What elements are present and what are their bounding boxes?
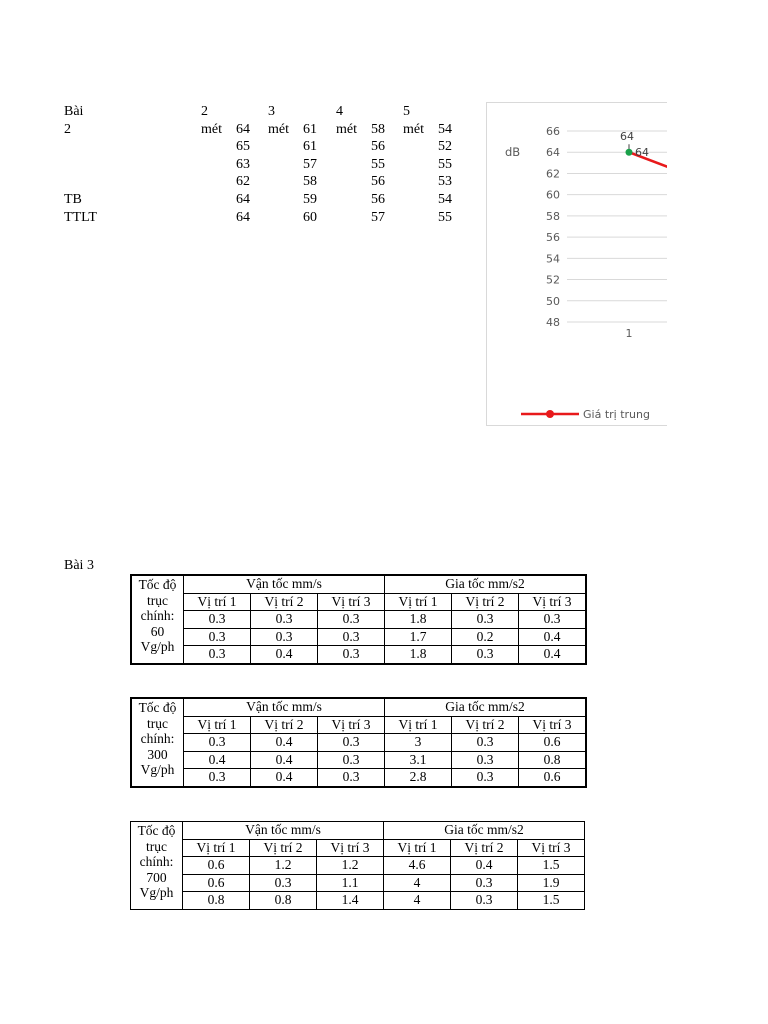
measurement-cell: 0.3 bbox=[184, 611, 251, 629]
data-label: 64 bbox=[635, 146, 649, 160]
y-axis-label: dB bbox=[505, 145, 521, 160]
measurement-cell: 0.6 bbox=[183, 874, 250, 892]
measurement-cell: 1.1 bbox=[317, 874, 384, 892]
measurement-row bbox=[131, 892, 585, 910]
bai2-value-cell: 55 bbox=[371, 156, 385, 172]
speed-label-line: 700 bbox=[146, 869, 167, 885]
y-tick-label: 62 bbox=[546, 167, 560, 181]
measurement-cell: 1.8 bbox=[385, 611, 452, 629]
measurement-cell: 0.4 bbox=[251, 751, 318, 769]
bai2-header-3m: 3 mét bbox=[268, 104, 289, 137]
measurement-cell: 3.1 bbox=[385, 751, 452, 769]
y-tick-label: 58 bbox=[546, 209, 560, 223]
data-label: 64 bbox=[620, 130, 634, 144]
measurement-cell: 0.8 bbox=[519, 751, 587, 769]
speed-label-line: trục bbox=[146, 838, 167, 854]
bai2-value-cell: 63 bbox=[236, 156, 250, 172]
position-column-header: Vị trí 1 bbox=[183, 839, 250, 857]
bai2-value-cell: 64 bbox=[236, 121, 250, 137]
measurement-cell: 0.3 bbox=[318, 769, 385, 787]
bai2-value-cell: 65 bbox=[236, 139, 250, 155]
measurement-cell: 0.3 bbox=[184, 628, 251, 646]
bai2-value-cell: 58 bbox=[303, 174, 317, 190]
measurement-cell: 0.3 bbox=[318, 628, 385, 646]
measurement-cell: 0.4 bbox=[251, 769, 318, 787]
measurement-cell: 0.6 bbox=[519, 734, 587, 752]
speed-label-line: Vg/ph bbox=[139, 885, 174, 900]
measurement-cell: 1.2 bbox=[317, 857, 384, 875]
bai2-value-cell: 55 bbox=[438, 156, 452, 172]
measurement-cell: 2.8 bbox=[385, 769, 452, 787]
measurement-cell: 1.8 bbox=[385, 646, 452, 664]
measurement-cell: 0.3 bbox=[184, 769, 251, 787]
velocity-group-header: Vận tốc mm/s bbox=[184, 698, 385, 716]
measurement-cell: 0.8 bbox=[183, 892, 250, 910]
measurement-cell: 0.3 bbox=[250, 874, 317, 892]
chart-svg bbox=[487, 103, 667, 425]
measurement-cell: 4 bbox=[384, 874, 451, 892]
bai2-header-5m: 5 mét bbox=[403, 104, 424, 137]
measurement-cell: 4 bbox=[384, 892, 451, 910]
position-column-header: Vị trí 3 bbox=[519, 716, 587, 734]
measurement-row bbox=[131, 751, 586, 769]
bai2-value-cell: 61 bbox=[303, 121, 317, 137]
speed-label-line: chính: bbox=[139, 854, 174, 869]
y-tick-label: 60 bbox=[546, 188, 560, 202]
position-column-header: Vị trí 2 bbox=[251, 593, 318, 611]
measurement-row bbox=[131, 734, 586, 752]
measurement-row bbox=[131, 628, 586, 646]
measurement-cell: 0.3 bbox=[452, 751, 519, 769]
speed-label-line: 60 bbox=[150, 623, 165, 639]
bai2-value-cell: 57 bbox=[303, 156, 317, 172]
bai2-value-cell: 54 bbox=[438, 191, 452, 207]
position-column-header: Vị trí 3 bbox=[518, 839, 585, 857]
db-line-chart bbox=[486, 102, 667, 426]
speed-label-line: trục bbox=[147, 715, 168, 731]
position-column-header: Vị trí 3 bbox=[318, 716, 385, 734]
y-tick-label: 52 bbox=[546, 273, 560, 287]
position-column-header: Vị trí 2 bbox=[452, 593, 519, 611]
bai2-value-cell: 55 bbox=[438, 209, 452, 225]
measurement-cell: 0.4 bbox=[251, 734, 318, 752]
speed-label-cell bbox=[131, 822, 183, 910]
acceleration-group-header: Gia tốc mm/s2 bbox=[384, 822, 585, 840]
measurement-cell: 0.3 bbox=[519, 611, 587, 629]
measurement-cell: 0.4 bbox=[251, 646, 318, 664]
bai2-value-cell: 61 bbox=[303, 139, 317, 155]
measurement-row bbox=[131, 874, 585, 892]
measurement-row bbox=[131, 611, 586, 629]
y-tick-label: 48 bbox=[546, 316, 560, 329]
measurement-cell: 1.5 bbox=[518, 857, 585, 875]
measurement-cell: 0.3 bbox=[318, 734, 385, 752]
position-column-header: Vị trí 1 bbox=[184, 716, 251, 734]
measurement-row bbox=[131, 769, 586, 787]
measurement-cell: 0.3 bbox=[318, 646, 385, 664]
position-column-header: Vị trí 2 bbox=[251, 716, 318, 734]
measurement-cell: 0.6 bbox=[519, 769, 587, 787]
measurement-cell: 1.4 bbox=[317, 892, 384, 910]
measurement-cell: 0.3 bbox=[318, 751, 385, 769]
measurement-cell: 0.3 bbox=[184, 734, 251, 752]
measurement-cell: 0.3 bbox=[452, 646, 519, 664]
speed-label-cell bbox=[131, 575, 184, 664]
position-column-header: Vị trí 2 bbox=[250, 839, 317, 857]
velocity-group-header: Vận tốc mm/s bbox=[184, 575, 385, 593]
bai2-value-cell: 56 bbox=[371, 139, 385, 155]
bai2-header-2m: 2 mét bbox=[201, 104, 222, 137]
measurement-cell: 0.3 bbox=[251, 628, 318, 646]
speed-label-line: Tốc độ bbox=[138, 700, 177, 715]
bai3-table bbox=[130, 574, 587, 665]
acceleration-group-header: Gia tốc mm/s2 bbox=[385, 575, 587, 593]
bai2-value-cell: 57 bbox=[371, 209, 385, 225]
bai3-table bbox=[130, 697, 587, 788]
position-column-header: Vị trí 3 bbox=[519, 593, 587, 611]
series-point-green bbox=[626, 149, 633, 156]
measurement-row bbox=[131, 857, 585, 875]
legend-label: Giá trị trung bbox=[583, 408, 650, 421]
position-column-header: Vị trí 2 bbox=[451, 839, 518, 857]
speed-label-cell bbox=[131, 698, 184, 787]
speed-label-line: trục bbox=[147, 592, 168, 608]
bai2-value-cell: 52 bbox=[438, 139, 452, 155]
measurement-cell: 0.4 bbox=[519, 646, 587, 664]
measurement-cell: 0.4 bbox=[519, 628, 587, 646]
measurement-cell: 0.2 bbox=[452, 628, 519, 646]
bai2-value-cell: 56 bbox=[371, 191, 385, 207]
bai2-value-cell: 60 bbox=[303, 209, 317, 225]
position-column-header: Vị trí 1 bbox=[385, 593, 452, 611]
measurement-cell: 0.3 bbox=[452, 611, 519, 629]
bai2-title: Bài 2 bbox=[64, 104, 84, 137]
position-column-header: Vị trí 1 bbox=[385, 716, 452, 734]
position-column-header: Vị trí 2 bbox=[452, 716, 519, 734]
measurement-cell: 0.6 bbox=[183, 857, 250, 875]
bai3-table bbox=[130, 821, 585, 910]
measurement-cell: 0.4 bbox=[451, 857, 518, 875]
measurement-cell: 0.3 bbox=[451, 874, 518, 892]
measurement-cell: 0.3 bbox=[452, 734, 519, 752]
measurement-cell: 0.4 bbox=[184, 751, 251, 769]
measurement-cell: 0.3 bbox=[251, 611, 318, 629]
bai2-value-cell: 54 bbox=[438, 121, 452, 137]
measurement-cell: 1.5 bbox=[518, 892, 585, 910]
measurement-cell: 1.7 bbox=[385, 628, 452, 646]
y-tick-label: 64 bbox=[546, 146, 560, 160]
velocity-group-header: Vận tốc mm/s bbox=[183, 822, 384, 840]
measurement-cell: 0.3 bbox=[452, 769, 519, 787]
position-column-header: Vị trí 1 bbox=[384, 839, 451, 857]
bai3-title: Bài 3 bbox=[64, 558, 94, 573]
bai2-value-cell: 62 bbox=[236, 174, 250, 190]
bai2-row-label: TB bbox=[64, 191, 82, 207]
speed-label-line: 300 bbox=[147, 746, 168, 762]
bai2-header-4m: 4 mét bbox=[336, 104, 357, 137]
bai2-value-cell: 64 bbox=[236, 209, 250, 225]
position-column-header: Vị trí 3 bbox=[318, 593, 385, 611]
speed-label-line: Tốc độ bbox=[138, 577, 177, 592]
speed-label-line: Vg/ph bbox=[140, 639, 175, 654]
measurement-cell: 1.9 bbox=[518, 874, 585, 892]
position-column-header: Vị trí 3 bbox=[317, 839, 384, 857]
measurement-cell: 0.8 bbox=[250, 892, 317, 910]
y-tick-label: 50 bbox=[546, 294, 560, 308]
speed-label-line: Tốc độ bbox=[137, 823, 176, 838]
speed-label-line: chính: bbox=[140, 731, 175, 746]
legend-marker bbox=[546, 410, 554, 418]
speed-label-line: chính: bbox=[140, 608, 175, 623]
acceleration-group-header: Gia tốc mm/s2 bbox=[385, 698, 587, 716]
bai2-value-cell: 64 bbox=[236, 191, 250, 207]
measurement-cell: 3 bbox=[385, 734, 452, 752]
y-tick-label: 66 bbox=[546, 125, 560, 138]
measurement-cell: 0.3 bbox=[451, 892, 518, 910]
bai2-value-cell: 58 bbox=[371, 121, 385, 137]
y-tick-label: 56 bbox=[546, 231, 560, 245]
bai2-value-cell: 59 bbox=[303, 191, 317, 207]
measurement-cell: 1.2 bbox=[250, 857, 317, 875]
y-tick-label: 54 bbox=[546, 252, 560, 266]
x-tick-label: 1 bbox=[625, 327, 633, 340]
measurement-cell: 0.3 bbox=[184, 646, 251, 664]
bai2-row-label: TTLT bbox=[64, 209, 97, 225]
position-column-header: Vị trí 1 bbox=[184, 593, 251, 611]
measurement-row bbox=[131, 646, 586, 664]
measurement-cell: 4.6 bbox=[384, 857, 451, 875]
speed-label-line: Vg/ph bbox=[140, 762, 175, 777]
bai2-value-cell: 56 bbox=[371, 174, 385, 190]
measurement-cell: 0.3 bbox=[318, 611, 385, 629]
bai2-value-cell: 53 bbox=[438, 174, 452, 190]
